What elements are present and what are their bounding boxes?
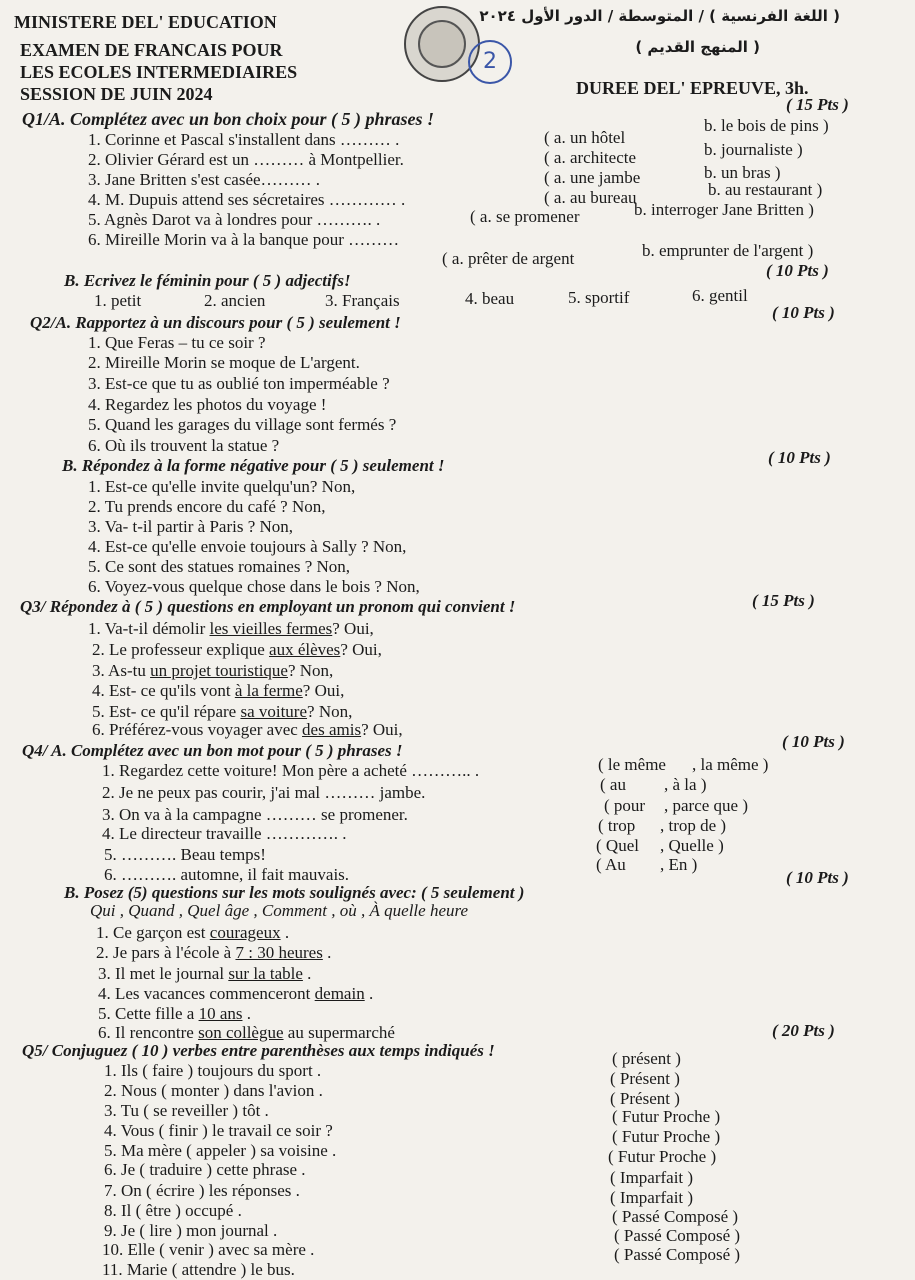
q2b-item: 2. Tu prends encore du café ? Non, <box>88 497 326 516</box>
q4a-choice-1: ( Au <box>596 855 626 874</box>
q2a-item: 2. Mireille Morin se moque de L'argent. <box>88 353 360 372</box>
q2a-points: ( 10 Pts ) <box>772 303 835 322</box>
q4a-points: ( 10 Pts ) <box>782 732 845 751</box>
q1-item: 3. Jane Britten s'est casée……… . <box>88 170 321 189</box>
exam-title-line2: LES ECOLES INTERMEDIAIRES <box>20 62 298 82</box>
q4b-item: 1. Ce garçon est courageux . <box>96 923 290 942</box>
q5-item: 5. Ma mère ( appeler ) sa voisine . <box>104 1141 337 1160</box>
q4b-item: 5. Cette fille a 10 ans . <box>98 1004 251 1023</box>
q1-choice-a: ( a. au bureau <box>544 188 637 207</box>
q2b-points: ( 10 Pts ) <box>768 448 831 467</box>
q2a-item: 3. Est-ce que tu as oublié ton imperméable ? <box>88 374 390 393</box>
q3-item: 2. Le professeur explique aux élèves? Oui, <box>92 640 382 659</box>
q5-tense: ( Futur Proche ) <box>612 1107 721 1126</box>
q5-item: 8. Il ( être ) occupé . <box>104 1201 242 1220</box>
q5-points: ( 20 Pts ) <box>772 1021 835 1040</box>
q1-item: 2. Olivier Gérard est un ……… à Montpellier. <box>88 150 404 169</box>
q4b-item: 2. Je pars à l'école à 7 : 30 heures . <box>96 943 332 962</box>
adjective-item: 4. beau <box>465 289 515 308</box>
q4b-item: 3. Il met le journal sur la table . <box>98 964 312 983</box>
q2a-title: Q2/A. Rapportez à un discours pour ( 5 ) seulement ! <box>30 313 401 332</box>
q4a-item: 3. On va à la campagne ……… se promener. <box>102 805 408 824</box>
q5-item: 9. Je ( lire ) mon journal . <box>104 1221 278 1240</box>
q2b-item: 3. Va- t-il partir à Paris ? Non, <box>88 517 294 536</box>
duration-label: DUREE DEL' EPREUVE, 3h. <box>576 78 809 98</box>
q1-choice-a: ( a. se promener <box>470 207 580 226</box>
q2b-item: 6. Voyez-vous quelque chose dans le bois ? Non, <box>88 577 420 596</box>
adjective-item: 2. ancien <box>204 291 266 310</box>
q1-item: 5. Agnès Darot va à londres pour ………. . <box>88 210 381 229</box>
q1b-title: B. Ecrivez le féminin pour ( 5 ) adjectifs! <box>64 271 351 290</box>
q5-tense: ( Futur Proche ) <box>612 1127 721 1146</box>
q4a-choice-2: , la même ) <box>692 755 769 774</box>
q5-item: 11. Marie ( attendre ) le bus. <box>102 1260 295 1279</box>
q4a-item: 5. ………. Beau temps! <box>104 845 266 864</box>
q5-tense: ( Imparfait ) <box>610 1188 694 1207</box>
q3-item: 4. Est- ce qu'ils vont à la ferme? Oui, <box>92 681 345 700</box>
q1-item: 6. Mireille Morin va à la banque pour ……… <box>88 230 400 249</box>
q1-choice-a: ( a. architecte <box>544 148 637 167</box>
q1-choice-a: ( a. une jambe <box>544 168 641 187</box>
q3-item: 6. Préférez-vous voyager avec des amis? Oui, <box>92 720 403 739</box>
q2b-title: B. Répondez à la forme négative pour ( 5 ) seulement ! <box>62 456 445 475</box>
adjective-item: 6. gentil <box>692 286 748 305</box>
q1-choice-b: b. au restaurant ) <box>708 180 823 199</box>
q4b-title: B. Posez (5) questions sur les mots soulignés avec: ( 5 seulement ) <box>64 883 525 902</box>
q3-points: ( 15 Pts ) <box>752 591 815 610</box>
q3-item: 5. Est- ce qu'il répare sa voiture? Non, <box>92 702 353 721</box>
q4a-item: 1. Regardez cette voiture! Mon père a acheté ……….. . <box>102 761 480 780</box>
ministry-seal-icon <box>404 6 480 82</box>
q5-tense: ( Futur Proche ) <box>608 1147 717 1166</box>
q4a-item: 2. Je ne peux pas courir, j'ai mal ……… jambe. <box>102 783 426 802</box>
q5-tense: ( Imparfait ) <box>610 1168 694 1187</box>
q4a-choice-2: , parce que ) <box>664 796 749 815</box>
q1-choice-b: b. emprunter de l'argent ) <box>642 241 814 260</box>
ministry-heading: MINISTERE DEL' EDUCATION <box>14 12 277 32</box>
q5-tense: ( Présent ) <box>610 1069 680 1088</box>
q5-item: 6. Je ( traduire ) cette phrase . <box>104 1160 306 1179</box>
adjective-item: 5. sportif <box>568 288 630 307</box>
exam-title-line1: EXAMEN DE FRANCAIS POUR <box>20 40 283 60</box>
q1-item: 4. M. Dupuis attend ses sécretaires ………… . <box>88 190 406 209</box>
q4a-choice-2: , à la ) <box>664 775 707 794</box>
q4a-choice-2: , Quelle ) <box>660 836 724 855</box>
q5-item: 4. Vous ( finir ) le travail ce soir ? <box>104 1121 333 1140</box>
q2a-item: 6. Où ils trouvent la statue ? <box>88 436 280 455</box>
q4a-choice-2: , En ) <box>660 855 698 874</box>
q3-item: 1. Va-t-il démolir les vieilles fermes? Oui, <box>88 619 374 638</box>
q1-choice-b: b. journaliste ) <box>704 140 803 159</box>
q5-tense: ( Passé Composé ) <box>612 1207 739 1226</box>
session-label: SESSION DE JUIN 2024 <box>20 84 213 104</box>
q4b-item: 6. Il rencontre son collègue au supermarché <box>98 1023 395 1042</box>
q1-choice-a: ( a. prêter de argent <box>442 249 575 268</box>
q5-title: Q5/ Conjuguez ( 10 ) verbes entre parenthèses aux temps indiqués ! <box>22 1041 495 1060</box>
q4a-choice-1: ( trop <box>598 816 636 835</box>
q1-choice-b: b. un bras ) <box>704 163 781 182</box>
q4a-title: Q4/ A. Complétez avec un bon mot pour ( 5 ) phrases ! <box>22 741 403 760</box>
q1a-title: Q1/A. Complétez avec un bon choix pour ( 5 ) phrases ! <box>22 109 435 129</box>
q4a-choice-1: ( pour <box>604 796 646 815</box>
arabic-header-line1: ( اللغة الفرنسية ) / المتوسطة / الدور الأول ٢٠٢٤ <box>479 7 840 25</box>
q2b-item: 1. Est-ce qu'elle invite quelqu'un? Non, <box>88 477 356 496</box>
q4b-points: ( 10 Pts ) <box>786 868 849 887</box>
q3-item: 3. As-tu un projet touristique? Non, <box>92 661 334 680</box>
q1a-points: ( 15 Pts ) <box>786 95 849 114</box>
adjective-item: 1. petit <box>94 291 142 310</box>
q4a-choice-1: ( au <box>600 775 626 794</box>
q4a-item: 4. Le directeur travaille …………. . <box>102 824 347 843</box>
q4a-item: 6. ………. automne, il fait mauvais. <box>104 865 350 884</box>
q5-tense: ( présent ) <box>612 1049 681 1068</box>
q5-item: 3. Tu ( se reveiller ) tôt . <box>104 1101 269 1120</box>
q1-choice-b: b. interroger Jane Britten ) <box>634 200 814 219</box>
q5-item: 2. Nous ( monter ) dans l'avion . <box>104 1081 323 1100</box>
q4a-choice-1: ( le même <box>598 755 666 774</box>
stamp-mark: 2 <box>468 40 512 84</box>
q4a-choice-2: , trop de ) <box>660 816 727 835</box>
q2a-item: 5. Quand les garages du village sont fermés ? <box>88 415 397 434</box>
adjective-item: 3. Français <box>325 291 400 310</box>
q1-choice-b: b. le bois de pins ) <box>704 116 829 135</box>
q1-choice-a: ( a. un hôtel <box>544 128 626 147</box>
q5-tense: ( Présent ) <box>610 1089 680 1108</box>
q5-tense: ( Passé Composé ) <box>614 1226 741 1245</box>
arabic-header-line2: ( المنهج القديم ) <box>635 38 760 56</box>
q2b-item: 4. Est-ce qu'elle envoie toujours à Sally ? Non, <box>88 537 407 556</box>
q5-item: 7. On ( écrire ) les réponses . <box>104 1181 300 1200</box>
q1-item: 1. Corinne et Pascal s'installent dans ……… . <box>88 130 400 149</box>
q2a-item: 4. Regardez les photos du voyage ! <box>88 395 327 414</box>
q4b-question-words: Qui , Quand , Quel âge , Comment , où , À quelle heure <box>90 901 469 920</box>
q4a-choice-1: ( Quel <box>596 836 639 855</box>
q5-tense: ( Passé Composé ) <box>614 1245 741 1264</box>
q3-title: Q3/ Répondez à ( 5 ) questions en employant un pronom qui convient ! <box>20 597 516 616</box>
q2a-item: 1. Que Feras – tu ce soir ? <box>88 333 266 352</box>
q5-item: 1. Ils ( faire ) toujours du sport . <box>104 1061 322 1080</box>
q2b-item: 5. Ce sont des statues romaines ? Non, <box>88 557 351 576</box>
q5-item: 10. Elle ( venir ) avec sa mère . <box>102 1240 315 1259</box>
q4b-item: 4. Les vacances commenceront demain . <box>98 984 374 1003</box>
q1b-points: ( 10 Pts ) <box>766 261 829 280</box>
